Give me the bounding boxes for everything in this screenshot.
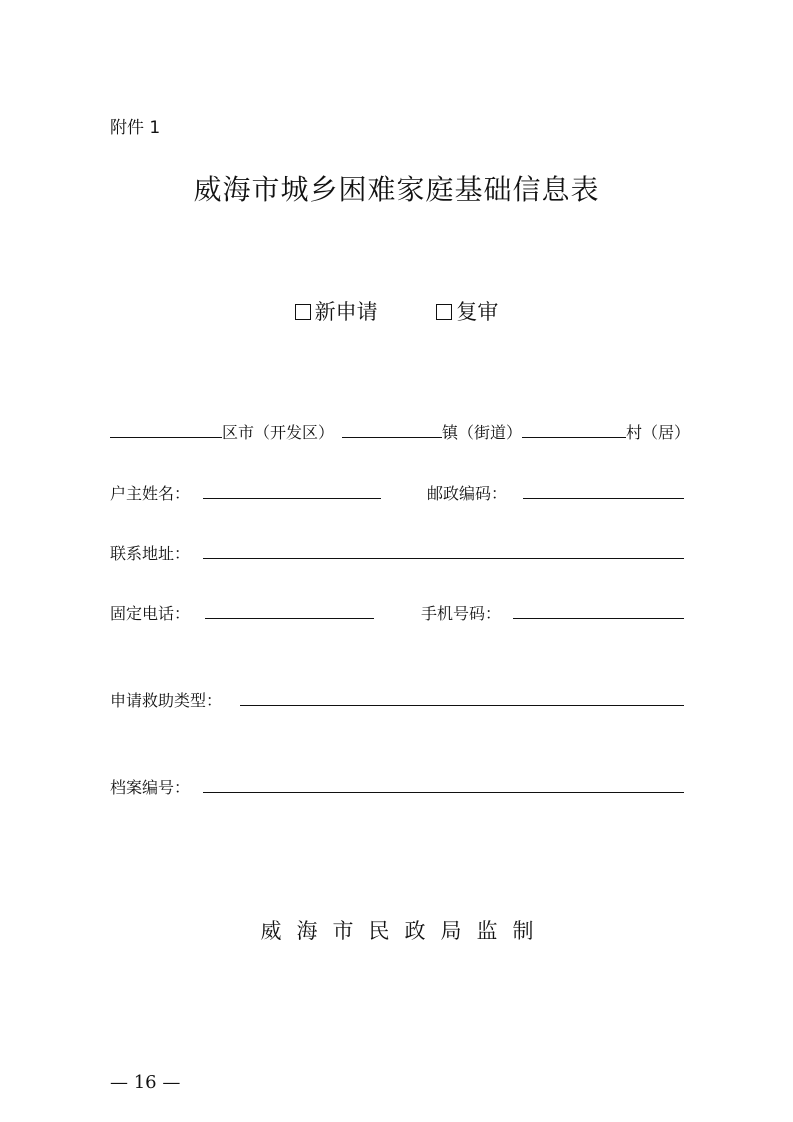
file-number-label: 档案编号： bbox=[110, 778, 191, 797]
postal-code-label: 邮政编码： bbox=[427, 484, 508, 503]
postal-code-input[interactable] bbox=[523, 498, 684, 499]
page-number: — 16 — bbox=[110, 1072, 181, 1093]
householder-name-label: 户主姓名： bbox=[110, 484, 191, 503]
district-label: 区市（开发区） bbox=[222, 423, 335, 442]
town-label: 镇（街道） bbox=[442, 423, 523, 442]
landline-input[interactable] bbox=[205, 618, 374, 619]
address-input[interactable] bbox=[203, 558, 684, 559]
village-input[interactable] bbox=[522, 437, 626, 438]
page-title: 威海市城乡困难家庭基础信息表 bbox=[193, 173, 600, 206]
aid-type-input[interactable] bbox=[240, 705, 684, 706]
landline-label: 固定电话： bbox=[110, 604, 191, 623]
application-type-group bbox=[0, 296, 793, 326]
review-label: 复审 bbox=[456, 300, 499, 324]
new-application-checkbox[interactable] bbox=[295, 304, 311, 320]
mobile-label: 手机号码： bbox=[421, 604, 502, 623]
address-label: 联系地址： bbox=[110, 544, 191, 563]
town-input[interactable] bbox=[342, 437, 442, 438]
mobile-input[interactable] bbox=[513, 618, 684, 619]
review-option[interactable] bbox=[436, 296, 498, 326]
file-number-input[interactable] bbox=[203, 792, 684, 793]
householder-name-input[interactable] bbox=[203, 498, 381, 499]
district-input[interactable] bbox=[110, 437, 222, 438]
attachment-label: 附件 1 bbox=[110, 118, 161, 138]
new-application-label: 新申请 bbox=[314, 300, 378, 324]
review-checkbox[interactable] bbox=[436, 304, 452, 320]
village-label: 村（居） bbox=[626, 423, 691, 442]
supervising-organization: 威海市民政局监制 bbox=[260, 919, 549, 943]
new-application-option[interactable] bbox=[295, 296, 378, 326]
aid-type-label: 申请救助类型： bbox=[110, 691, 223, 710]
